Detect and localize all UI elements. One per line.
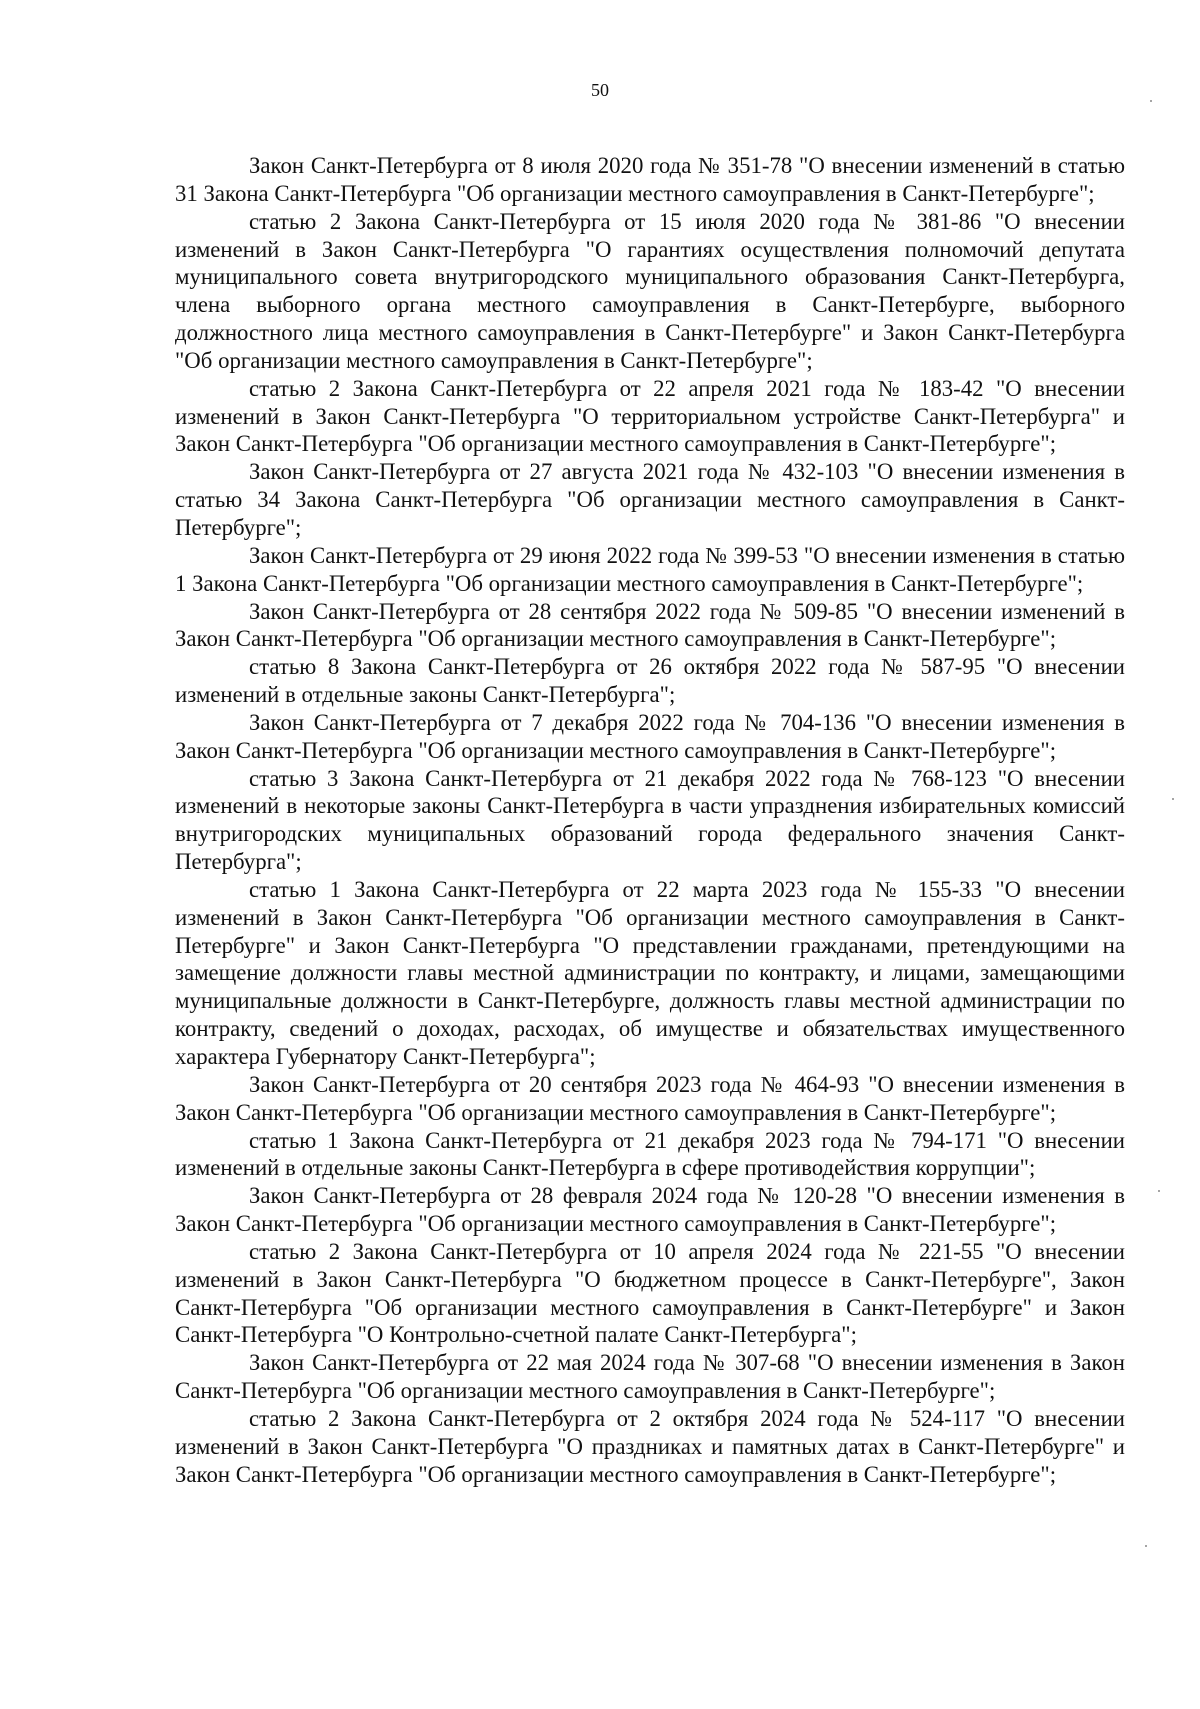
paragraph-law-509-85: Закон Санкт-Петербурга от 28 сентября 2022 года № 509-85 "О внесении изменений в Закон Санкт-Петербурга "Об организации местного самоуправления в Санкт-Петербурге";: [175, 598, 1125, 652]
paragraph-law-155-33: статью 1 Закона Санкт-Петербурга от 22 марта 2023 года № 155-33 "О внесении изменений в Закон Санкт-Петербурга "Об организации местного самоуправления в Санкт-Петербурге" и Закон Санкт-Петербурга "О представлении гражданами, претендующими на замещение должности главы местной администрации по контракту, и лицами, замещающими муниципальные должности в Санкт-Петербурге, должность главы местной администрации по контракту, сведений о доходах, расходах, об имуществе и обязательствах имущественного характера Губернатору Санкт-Петербурга";: [175, 876, 1125, 1069]
paragraph-law-704-136: Закон Санкт-Петербурга от 7 декабря 2022 года № 704-136 "О внесении изменения в Закон Санкт-Петербурга "Об организации местного самоуправления в Санкт-Петербурге";: [175, 709, 1125, 763]
page-number: 50: [591, 80, 609, 100]
paragraph-law-307-68: Закон Санкт-Петербурга от 22 мая 2024 года № 307-68 "О внесении изменения в Закон Санкт-Петербурга "Об организации местного самоуправления в Санкт-Петербурге";: [175, 1350, 1125, 1404]
paragraph-law-587-95: статью 8 Закона Санкт-Петербурга от 26 октября 2022 года № 587-95 "О внесении изменений в отдельные законы Санкт-Петербурга";: [175, 654, 1125, 708]
paragraph-law-432-103: Закон Санкт-Петербурга от 27 августа 2021 года № 432-103 "О внесении изменения в статью 34 Закона Санкт-Петербурга "Об организации местного самоуправления в Санкт-Петербурге";: [175, 459, 1125, 540]
paragraph-law-768-123: статью 3 Закона Санкт-Петербурга от 21 декабря 2022 года № 768-123 "О внесении изменений в некоторые законы Санкт-Петербурга в части упразднения избирательных комиссий внутригородских муниципальных образований города федерального значения Санкт-Петербурга";: [175, 765, 1125, 875]
paragraph-law-381-86: статью 2 Закона Санкт-Петербурга от 15 июля 2020 года № 381-86 "О внесении изменений в Закон Санкт-Петербурга "О гарантиях осуществления полномочий депутата муниципального совета внутригородского муниципального образования Санкт-Петербурга, члена выборного органа местного самоуправления в Санкт-Петербурге, выборного должностного лица местного самоуправления в Санкт-Петербурге" и Закон Санкт-Петербурга "Об организации местного самоуправления в Санкт-Петербурге";: [175, 208, 1125, 373]
document-body: [175, 152, 1125, 1489]
scan-speck: [1158, 1190, 1160, 1192]
paragraph-law-351-78: Закон Санкт-Петербурга от 8 июля 2020 года № 351-78 "О внесении изменений в статью 31 Закона Санкт-Петербурга "Об организации местного самоуправления в Санкт-Петербурге";: [175, 153, 1125, 206]
scan-speck: [1150, 100, 1152, 102]
scan-speck: [1172, 798, 1174, 800]
paragraph-law-183-42: статью 2 Закона Санкт-Петербурга от 22 апреля 2021 года № 183-42 "О внесении изменений в Закон Санкт-Петербурга "О территориальном устройстве Санкт-Петербурга" и Закон Санкт-Петербурга "Об организации местного самоуправления в Санкт-Петербурге";: [175, 375, 1125, 457]
paragraph-law-464-93: Закон Санкт-Петербурга от 20 сентября 2023 года № 464-93 "О внесении изменения в Закон Санкт-Петербурга "Об организации местного самоуправления в Санкт-Петербурге";: [175, 1071, 1125, 1125]
paragraph-law-794-171: статью 1 Закона Санкт-Петербурга от 21 декабря 2023 года № 794-171 "О внесении изменений в отдельные законы Санкт-Петербурга в сфере противодействия коррупции";: [175, 1127, 1125, 1181]
paragraph-law-524-117: статью 2 Закона Санкт-Петербурга от 2 октября 2024 года № 524-117 "О внесении изменений в Закон Санкт-Петербурга "О праздниках и памятных датах в Санкт-Петербурге" и Закон Санкт-Петербурга "Об организации местного самоуправления в Санкт-Петербурге";: [175, 1405, 1125, 1487]
paragraph-law-399-53: Закон Санкт-Петербурга от 29 июня 2022 года № 399-53 "О внесении изменения в статью 1 Закона Санкт-Петербурга "Об организации местного самоуправления в Санкт-Петербурге";: [175, 542, 1125, 596]
scan-speck: [1145, 1545, 1147, 1547]
paragraph-law-120-28: Закон Санкт-Петербурга от 28 февраля 2024 года № 120-28 "О внесении изменения в Закон Санкт-Петербурга "Об организации местного самоуправления в Санкт-Петербурге";: [175, 1183, 1125, 1237]
paragraph-law-221-55: статью 2 Закона Санкт-Петербурга от 10 апреля 2024 года № 221-55 "О внесении изменений в Закон Санкт-Петербурга "О бюджетном процессе в Санкт-Петербурге", Закон Санкт-Петербурга "Об организации местного самоуправления в Санкт-Петербурге" и Закон Санкт-Петербурга "О Контрольно-счетной палате Санкт-Петербурга";: [175, 1238, 1125, 1348]
